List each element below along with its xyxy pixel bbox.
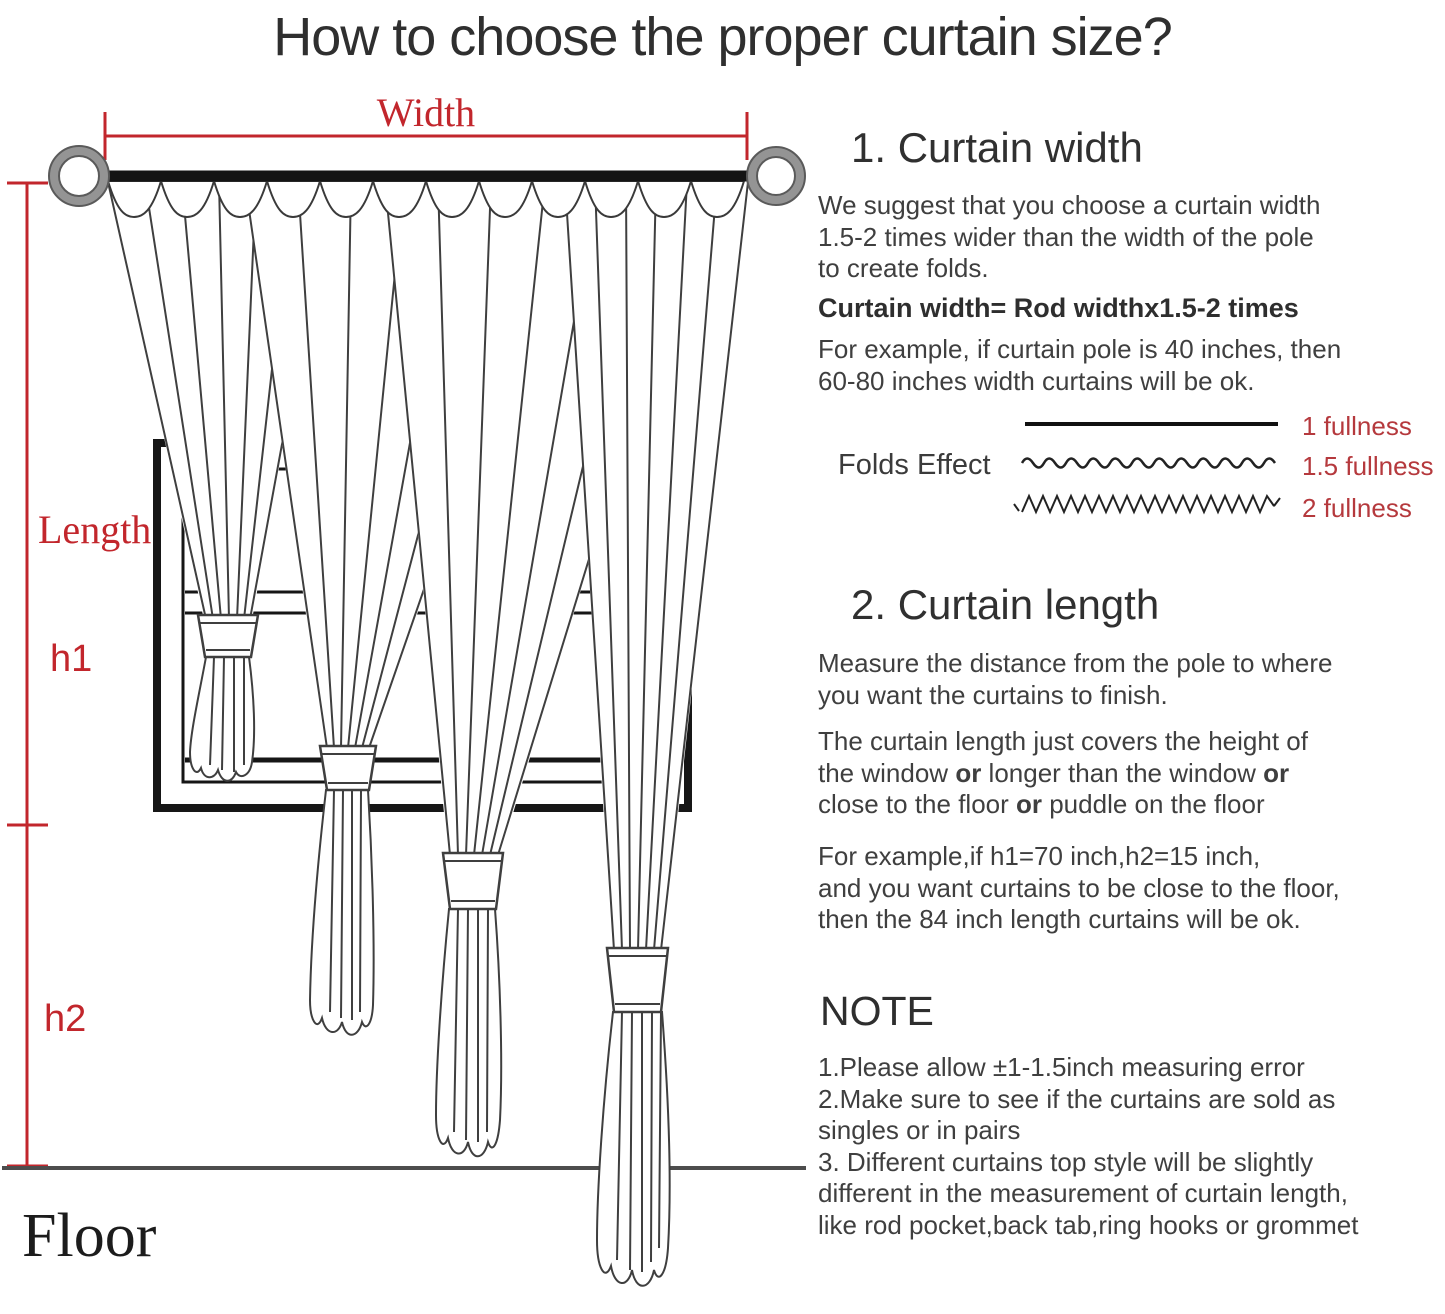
floor-label: Floor (22, 1202, 157, 1270)
text-line: Measure the distance from the pole to where (818, 648, 1333, 678)
width-paragraph-1 (818, 190, 1320, 285)
length-measure-line (7, 183, 48, 1168)
text-line: For example,if h1=70 inch,h2=15 inch, (818, 841, 1261, 871)
text-segment-bold: or (955, 757, 982, 788)
text-line: For example, if curtain pole is 40 inches, then (818, 334, 1342, 364)
text-line: 60-80 inches width curtains will be ok. (818, 365, 1255, 396)
width-paragraph-2 (818, 334, 1341, 397)
text-line: and you want curtains to be close to the floor, (818, 872, 1340, 903)
h2-label: h2 (44, 998, 87, 1040)
text-segment-bold: or (1263, 757, 1290, 788)
note-line: singles or in pairs (818, 1115, 1021, 1145)
text-line: then the 84 inch length curtains will be ok. (818, 904, 1301, 934)
text-line: to create folds. (818, 253, 989, 283)
text-line: We suggest that you choose a curtain width (818, 190, 1321, 220)
note-line: different in the measurement of curtain length, (818, 1178, 1348, 1208)
note-list (818, 1052, 1358, 1241)
text-segment-bold: or (1016, 789, 1042, 819)
length-paragraph-1 (818, 648, 1333, 711)
width-formula: Curtain width= Rod widthx1.5-2 times (818, 293, 1299, 323)
fullness-2-label: 2 fullness (1302, 493, 1412, 523)
folds-effect-lines (1014, 424, 1280, 512)
text-segment: puddle on the floor (1042, 789, 1265, 819)
section-width-heading: 1. Curtain width (851, 124, 1143, 171)
fullness-1-5-label: 1.5 fullness (1302, 451, 1434, 481)
text-line: you want the curtains to finish. (818, 679, 1168, 710)
folds-effect-label: Folds Effect (838, 449, 991, 481)
rod-ring-left (49, 146, 109, 206)
note-heading: NOTE (820, 988, 934, 1034)
text-segment: the window (818, 757, 956, 788)
note-line: 3. Different curtains top style will be slightly (818, 1146, 1314, 1177)
tie-4 (607, 948, 668, 1012)
text-line: 1.5-2 times wider than the width of the pole (818, 221, 1314, 252)
width-label: Width (376, 90, 476, 135)
length-paragraph-2 (818, 726, 1308, 821)
section-length-heading: 2. Curtain length (851, 581, 1160, 628)
note-line: 1.Please allow ±1-1.5inch measuring error (818, 1052, 1305, 1082)
fullness-1-5-line (1022, 459, 1275, 468)
page-title: How to choose the proper curtain size? (273, 7, 1172, 67)
h1-label: h1 (50, 638, 93, 680)
text-segment: close to the floor (818, 789, 1016, 819)
note-line: like rod pocket,back tab,ring hooks or grommet (818, 1209, 1359, 1240)
rod-ring-right (747, 147, 805, 205)
length-label: Length (38, 507, 152, 552)
text-line (818, 758, 1308, 790)
length-paragraph-3 (818, 841, 1340, 936)
note-line: 2.Make sure to see if the curtains are sold as (818, 1083, 1336, 1114)
text-line: The curtain length just covers the height of (818, 726, 1308, 756)
text-line (818, 789, 1308, 821)
fullness-2-line (1014, 496, 1280, 512)
text-segment: longer than the window (981, 757, 1264, 788)
fullness-1-label: 1 fullness (1302, 411, 1412, 441)
